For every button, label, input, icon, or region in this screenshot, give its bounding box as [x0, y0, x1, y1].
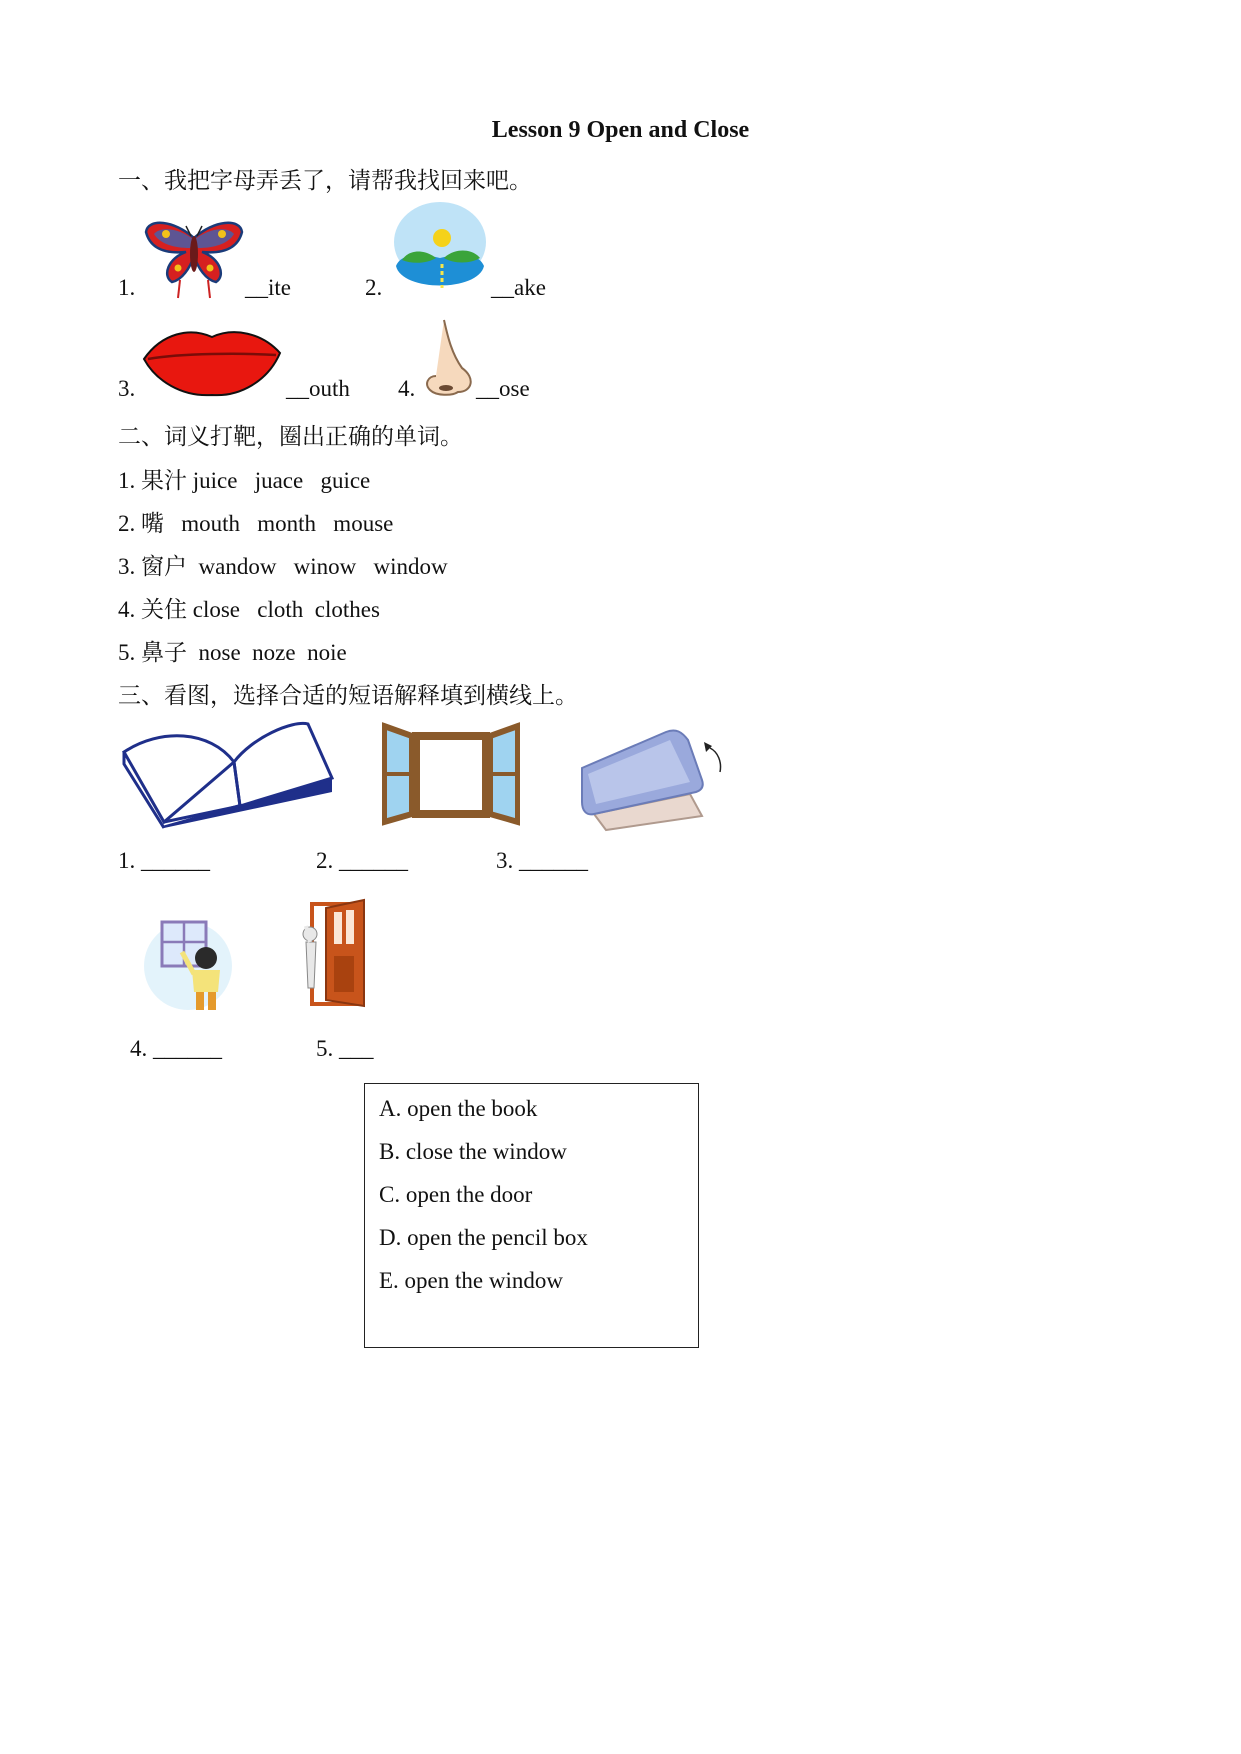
item-number: 3.	[118, 554, 136, 579]
pencil-box-icon	[578, 718, 728, 836]
kite-icon	[144, 218, 244, 300]
open-window-icon	[382, 722, 520, 826]
item-number: 5.	[118, 640, 136, 665]
mouth-icon	[142, 323, 282, 399]
answer-blank: 4. ______	[130, 1036, 222, 1061]
nose-icon	[422, 318, 478, 398]
vocab-row	[118, 591, 380, 624]
answer-blank: 2. ______	[316, 848, 408, 873]
chinese-word: 果汁	[141, 468, 187, 494]
word-choices: nose noze noie	[198, 640, 347, 665]
item-number: 2.	[118, 511, 136, 536]
vocab-row	[118, 505, 393, 538]
chinese-word: 关住	[141, 597, 187, 623]
answer-blank: 3. ______	[496, 848, 588, 873]
vocab-row	[118, 462, 370, 495]
open-book-icon	[120, 718, 335, 830]
section2-heading: 二、词义打靶，圈出正确的单词。	[118, 424, 463, 450]
option-a: A. open the book	[379, 1096, 538, 1121]
option-d: D. open the pencil box	[379, 1225, 588, 1250]
item-number: 2.	[365, 275, 383, 300]
item-number: 1.	[118, 468, 136, 493]
chinese-word: 窗户	[141, 554, 187, 580]
item-number: 4.	[118, 597, 136, 622]
vocab-row	[118, 548, 448, 581]
item-number: 4.	[398, 376, 416, 401]
vocab-row	[118, 634, 347, 667]
blank-word: __ose	[476, 376, 530, 401]
word-choices: mouth month mouse	[181, 511, 394, 536]
item-number: 1.	[118, 275, 136, 300]
open-door-icon	[300, 898, 370, 1010]
section1-heading: 一、我把字母弄丢了，请帮我找回来吧。	[118, 168, 532, 194]
chinese-word: 鼻子	[141, 640, 187, 666]
options-box	[364, 1083, 699, 1348]
section3-heading: 三、看图，选择合适的短语解释填到横线上。	[118, 683, 578, 709]
word-choices: close cloth clothes	[192, 597, 380, 622]
lake-icon	[392, 202, 488, 300]
blank-word: __outh	[286, 376, 350, 401]
page-title: Lesson 9 Open and Close	[491, 117, 750, 143]
answer-blank: 1. ______	[118, 848, 210, 873]
blank-word: __ite	[245, 275, 291, 300]
answer-blank: 5. ___	[316, 1036, 374, 1061]
chinese-word: 嘴	[141, 511, 164, 537]
word-choices: juice juace guice	[192, 468, 371, 493]
word-choices: wandow winow window	[198, 554, 448, 579]
girl-window-icon	[144, 916, 232, 1016]
blank-word: __ake	[491, 275, 546, 300]
option-b: B. close the window	[379, 1139, 567, 1164]
item-number: 3.	[118, 376, 136, 401]
option-e: E. open the window	[379, 1268, 563, 1293]
option-c: C. open the door	[379, 1182, 533, 1207]
